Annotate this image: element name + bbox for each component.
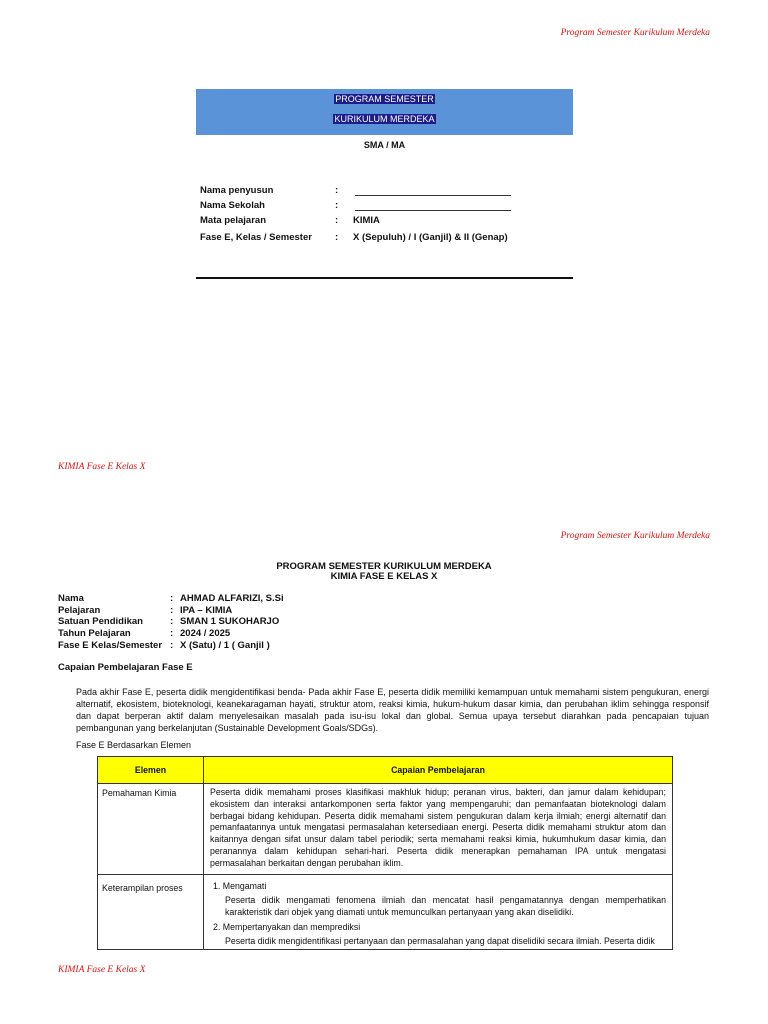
field-label: Mata pelajaran xyxy=(200,215,266,226)
identity-value: SMAN 1 SUKOHARJO xyxy=(180,616,280,627)
table-caption: Fase E Berdasarkan Elemen xyxy=(76,740,192,750)
identity-row-nama xyxy=(0,593,768,604)
field-label: Nama Sekolah xyxy=(200,200,265,211)
identity-row-fase xyxy=(0,640,768,651)
field-value: X (Sepuluh) / I (Ganjil) & II (Genap) xyxy=(353,232,508,243)
elemen-table xyxy=(97,756,673,950)
row-element-keterampilan: Keterampilan proses xyxy=(98,875,204,950)
field-label: Nama penyusun xyxy=(200,185,274,196)
cover-title-line2: KURIKULUM MERDEKA xyxy=(334,114,435,124)
cover-subtitle: SMA / MA xyxy=(363,140,406,150)
field-mata-pelajaran xyxy=(0,215,768,227)
identity-colon: : xyxy=(170,605,174,616)
row-content-keterampilan xyxy=(204,875,673,950)
page2-header-text: Program Semester Kurikulum Merdeka xyxy=(560,531,710,541)
subitem-title-mempertanyakan: 2. Mempertanyakan dan memprediksi xyxy=(213,922,361,933)
table-header-row xyxy=(98,757,673,784)
identity-colon: : xyxy=(170,628,174,639)
identity-colon: : xyxy=(170,593,174,604)
blank-line xyxy=(355,210,511,211)
doc-title-line2: KIMIA FASE E KELAS X xyxy=(330,571,438,582)
col-header-elemen: Elemen xyxy=(98,757,204,784)
identity-row-satuan xyxy=(0,616,768,627)
field-nama-sekolah xyxy=(0,200,768,212)
page1-footer-text: KIMIA Fase E Kelas X xyxy=(58,462,146,472)
cover-divider xyxy=(196,277,573,279)
field-label: Fase E, Kelas / Semester xyxy=(200,232,312,243)
identity-value: 2024 / 2025 xyxy=(180,628,231,639)
table-row xyxy=(98,784,673,875)
row-element-pemahaman: Pemahaman Kimia xyxy=(98,784,204,875)
field-colon: : xyxy=(335,215,339,226)
identity-value: X (Satu) / 1 ( Ganjil ) xyxy=(180,640,270,651)
identity-label: Fase E Kelas/Semester xyxy=(58,640,163,651)
page1-header-text: Program Semester Kurikulum Merdeka xyxy=(560,28,710,38)
identity-colon: : xyxy=(170,616,174,627)
doc-title-line1: PROGRAM SEMESTER KURIKULUM MERDEKA xyxy=(276,561,492,572)
section-heading: Capaian Pembelajaran Fase E xyxy=(58,662,193,673)
identity-colon: : xyxy=(170,640,174,651)
identity-label: Nama xyxy=(58,593,84,604)
identity-label: Pelajaran xyxy=(58,605,101,616)
cover-title-line1: PROGRAM SEMESTER xyxy=(335,94,434,104)
field-colon: : xyxy=(335,200,339,211)
intro-paragraph: Pada akhir Fase E, peserta didik mengidentifikasi benda- Pada akhir Fase E, peserta didik memiliki kemampuan untuk memahami sistem pengukuran, energi alternatif, ekosistem, bioteknologi, keanekaragaman hayati, struktur atom, reaksi kimia, hukum-hukum dasar kimia, dan perubahan iklim sehingga responsif dan dapat berperan aktif dalam menyelesaikan masalah pada isu-isu lokal dan global. Semua upaya tersebut diarahkan pada pencapaian tujuan pembangunan yang berkelanjutan (Sustainable Development Goals/SDGs). xyxy=(76,687,709,733)
identity-row-tahun xyxy=(0,628,768,639)
identity-label: Satuan Pendidikan xyxy=(58,616,143,627)
field-colon: : xyxy=(335,185,339,196)
field-value: KIMIA xyxy=(353,215,380,226)
table-row xyxy=(98,875,673,950)
identity-row-pelajaran xyxy=(0,605,768,616)
subitem-text-mempertanyakan: Peserta didik mengidentifikasi pertanyaan dan permasalahan yang dapat diselidiki secara ilmiah. Peserta didik xyxy=(225,936,655,947)
col-header-capaian: Capaian Pembelajaran xyxy=(204,757,673,784)
subitem-text-mengamati: Peserta didik mengamati fenomena ilmiah dan mencatat hasil pengamatannya dengan memperhatikan karakteristik dari objek yang diamati untuk memunculkan pertanyaan yang akan diselidiki. xyxy=(225,894,666,917)
subitem-title-mengamati: 1. Mengamati xyxy=(213,881,267,891)
blank-line xyxy=(355,195,511,196)
field-colon: : xyxy=(335,232,339,243)
row-text-pemahaman: Peserta didik memahami proses klasifikasi makhluk hidup; peranan virus, bakteri, dan jamur dalam kehidupan; ekosistem dan interaksi antarkomponen serta faktor yang mempengaruhi; dan pemanfaatan bioteknologi dalam berbagai bidang kehidupan. Peserta didik memahami sistem pengukuran dalam kerja ilmiah; energi alternatif dan pemanfaatannya untuk mengatasi permasalahan ketersediaan energi. Peserta didik memahami struktur atom dan kaitannya dengan sifat unsur dalam tabel periodik; serta memahami reaksi kimia, hukumhukum dasar kimia, dan peranannya dalam kehidupan sehari-hari. Peserta didik menerapkan pemahaman IPA untuk mengatasi permasalahan berkaitan dengan perubahan iklim. xyxy=(204,784,673,875)
field-fase-kelas-semester xyxy=(0,232,768,244)
identity-value: AHMAD ALFARIZI, S.Si xyxy=(180,593,284,604)
page2-footer-text: KIMIA Fase E Kelas X xyxy=(58,965,146,975)
identity-value: IPA – KIMIA xyxy=(180,605,233,616)
field-nama-penyusun xyxy=(0,185,768,197)
cover-title-box xyxy=(196,89,573,135)
identity-label: Tahun Pelajaran xyxy=(58,628,131,639)
